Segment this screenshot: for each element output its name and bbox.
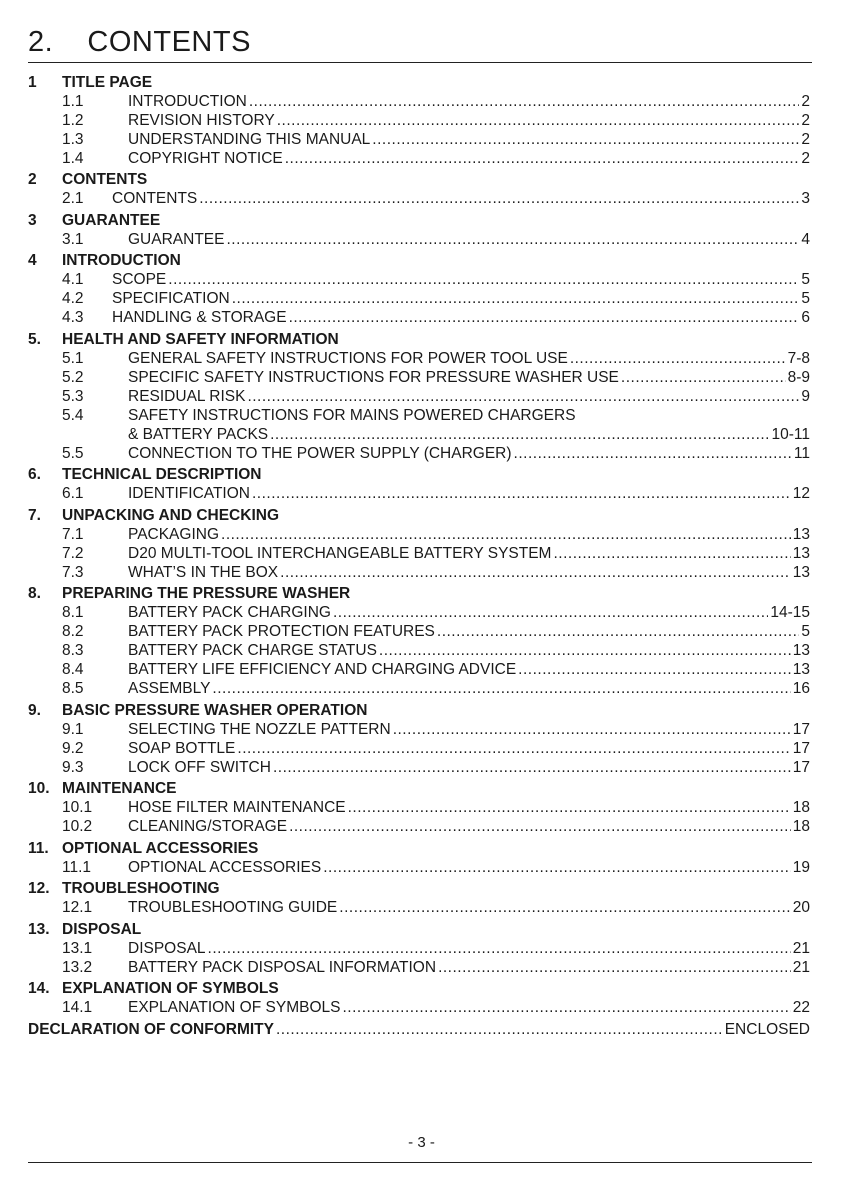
entry-page-number: 5 — [801, 290, 810, 307]
toc-section — [28, 584, 810, 698]
dot-leader — [247, 387, 799, 406]
dot-leader — [273, 758, 791, 777]
entry-label: PACKAGING — [128, 525, 220, 543]
declaration-page: ENCLOSED — [724, 1020, 810, 1038]
section-number: 14. — [28, 980, 50, 997]
entry-number: 12.1 — [62, 899, 93, 916]
entry-label: SOAP BOTTLE — [128, 739, 236, 757]
section-number: 1 — [28, 73, 37, 91]
toc-entry[interactable] — [28, 998, 810, 1017]
entry-label: CONTENTS — [112, 190, 198, 207]
entry-label: HOSE FILTER MAINTENANCE — [128, 799, 346, 816]
toc-entry[interactable] — [28, 130, 810, 149]
entry-number: 7.3 — [62, 563, 84, 581]
section-number: 13. — [28, 920, 50, 938]
entry-number: 9.3 — [62, 758, 84, 776]
entry-label: CONNECTION TO THE POWER SUPPLY (CHARGER) — [128, 444, 512, 462]
toc-entry[interactable] — [28, 958, 810, 977]
toc-section-heading[interactable] — [28, 251, 810, 270]
declaration-title: DECLARATION OF CONFORMITY — [28, 1020, 274, 1038]
section-number: 2 — [28, 171, 37, 188]
entry-page-number: 14-15 — [770, 604, 810, 621]
dot-leader — [438, 958, 791, 977]
dot-leader — [168, 270, 799, 289]
entry-page-number: 13 — [792, 525, 810, 543]
entry-label: REVISION HISTORY — [128, 111, 275, 129]
page-title: 2. CONTENTS — [28, 26, 251, 58]
entry-page-number: 9 — [801, 387, 810, 405]
entry-page-number: 12 — [792, 485, 810, 502]
section-number: 8. — [28, 585, 41, 602]
dot-leader — [212, 679, 790, 698]
section-number: 7. — [28, 506, 41, 524]
section-title: DISPOSAL — [62, 920, 142, 938]
toc-entry[interactable] — [28, 149, 810, 168]
toc-section — [28, 779, 810, 836]
declaration-section — [28, 1020, 810, 1039]
entry-page-number: 6 — [801, 309, 810, 326]
entry-number: 6.1 — [62, 485, 84, 502]
dot-leader — [276, 1020, 723, 1039]
toc-section — [28, 211, 810, 249]
section-number: 3 — [28, 211, 37, 229]
section-title: BASIC PRESSURE WASHER OPERATION — [62, 701, 368, 719]
toc-entry[interactable] — [28, 603, 810, 622]
entry-label: COPYRIGHT NOTICE — [128, 149, 283, 167]
entry-page-number: 2 — [801, 149, 810, 167]
toc-entry[interactable] — [28, 111, 810, 130]
entry-number: 10.1 — [62, 799, 93, 816]
entry-label: SCOPE — [112, 271, 167, 288]
toc-entry[interactable] — [28, 939, 810, 958]
entry-page-number: 20 — [792, 899, 810, 916]
toc-entry[interactable] — [28, 444, 810, 463]
toc-entry[interactable] — [28, 641, 810, 660]
table-of-contents — [28, 70, 810, 1039]
entry-number: 1.4 — [62, 149, 84, 167]
toc-section — [28, 330, 810, 463]
entry-page-number: 10-11 — [771, 425, 810, 443]
entry-label: IDENTIFICATION — [128, 485, 250, 502]
entry-page-number: 2 — [801, 111, 810, 129]
section-number: 6. — [28, 466, 41, 483]
entry-number: 13.2 — [62, 958, 93, 976]
entry-page-number: 13 — [792, 661, 810, 678]
page-number: - 3 - — [408, 1134, 435, 1151]
dot-leader — [570, 349, 786, 368]
toc-section-heading[interactable] — [28, 879, 810, 898]
entry-label: ASSEMBLY — [128, 680, 211, 697]
toc-entry[interactable] — [28, 858, 810, 877]
dot-leader — [379, 641, 791, 660]
section-number: 9. — [28, 701, 41, 719]
entry-page-number: 21 — [792, 939, 810, 957]
entry-page-number: 16 — [792, 680, 810, 697]
toc-entry[interactable] — [28, 425, 810, 444]
declaration-entry[interactable] — [28, 1020, 810, 1039]
toc-entry[interactable] — [28, 289, 810, 308]
dot-leader — [621, 368, 786, 387]
toc-entry[interactable] — [28, 660, 810, 679]
entry-number: 9.1 — [62, 720, 84, 738]
entry-label: GENERAL SAFETY INSTRUCTIONS FOR POWER TOOL USE — [128, 349, 568, 367]
entry-label: BATTERY PACK DISPOSAL INFORMATION — [128, 958, 437, 976]
entry-page-number: 5 — [801, 271, 810, 288]
entry-page-number: 18 — [792, 799, 810, 816]
entry-page-number: 18 — [792, 818, 810, 835]
entry-number: 7.2 — [62, 544, 84, 562]
dot-leader — [342, 998, 790, 1017]
entry-page-number: 13 — [792, 563, 810, 581]
dot-leader — [437, 622, 799, 641]
toc-section-heading[interactable] — [28, 465, 810, 484]
toc-entry[interactable] — [28, 368, 810, 387]
toc-section — [28, 839, 810, 877]
toc-section — [28, 506, 810, 582]
toc-section-heading[interactable] — [28, 584, 810, 603]
entry-label: UNDERSTANDING THIS MANUAL — [128, 130, 371, 148]
entry-page-number: 8-9 — [787, 368, 810, 386]
dot-leader — [393, 720, 791, 739]
toc-section — [28, 170, 810, 208]
entry-number: 5.1 — [62, 349, 84, 367]
dot-leader — [339, 898, 790, 917]
toc-entry[interactable] — [28, 898, 810, 917]
toc-section-heading[interactable] — [28, 170, 810, 189]
entry-label: DISPOSAL — [128, 939, 206, 957]
toc-section-heading[interactable] — [28, 506, 810, 525]
entry-label: BATTERY PACK CHARGING — [128, 604, 331, 621]
entry-number: 1.2 — [62, 111, 84, 129]
toc-section-heading[interactable] — [28, 701, 810, 720]
entry-label: WHAT’S IN THE BOX — [128, 563, 279, 581]
entry-label: EXPLANATION OF SYMBOLS — [128, 999, 341, 1016]
toc-entry[interactable] — [28, 484, 810, 503]
bottom-divider — [28, 1162, 812, 1163]
entry-label: BATTERY PACK PROTECTION FEATURES — [128, 623, 435, 640]
entry-page-number: 4 — [801, 230, 810, 248]
toc-section — [28, 465, 810, 503]
section-title: INTRODUCTION — [62, 252, 181, 269]
dot-leader — [208, 939, 791, 958]
toc-entry[interactable] — [28, 387, 810, 406]
section-title: EXPLANATION OF SYMBOLS — [62, 980, 279, 997]
entry-label: GUARANTEE — [128, 230, 225, 248]
entry-label: BATTERY LIFE EFFICIENCY AND CHARGING ADVICE — [128, 661, 517, 678]
entry-number: 8.5 — [62, 680, 84, 697]
section-title: PREPARING THE PRESSURE WASHER — [62, 585, 351, 602]
section-title: TECHNICAL DESCRIPTION — [62, 466, 262, 483]
entry-label: RESIDUAL RISK — [128, 387, 246, 405]
entry-number: 5.4 — [62, 406, 84, 424]
section-title: GUARANTEE — [62, 211, 161, 229]
entry-page-number: 17 — [792, 739, 810, 757]
entry-number: 7.1 — [62, 525, 84, 543]
section-number: 10. — [28, 780, 50, 797]
section-title: HEALTH AND SAFETY INFORMATION — [62, 330, 339, 348]
dot-leader — [270, 425, 769, 444]
entry-label: SAFETY INSTRUCTIONS FOR MAINS POWERED CHARGERS — [128, 406, 576, 424]
section-number: 11. — [28, 839, 49, 857]
toc-entry[interactable] — [28, 308, 810, 327]
dot-leader — [372, 130, 799, 149]
toc-entry[interactable] — [28, 817, 810, 836]
toc-entry[interactable] — [28, 270, 810, 289]
toc-entry[interactable] — [28, 720, 810, 739]
dot-leader — [285, 149, 800, 168]
dot-leader — [289, 817, 791, 836]
dot-leader — [518, 660, 791, 679]
section-title: MAINTENANCE — [62, 780, 177, 797]
entry-page-number: 5 — [801, 623, 810, 640]
dot-leader — [514, 444, 792, 463]
entry-number: 2.1 — [62, 190, 84, 207]
entry-page-number: 13 — [792, 642, 810, 659]
section-number: 5. — [28, 330, 41, 348]
entry-number: 1.3 — [62, 130, 84, 148]
entry-number: 1.1 — [62, 92, 84, 110]
section-title: UNPACKING AND CHECKING — [62, 506, 279, 524]
entry-label: SPECIFICATION — [112, 290, 230, 307]
entry-number: 5.2 — [62, 368, 84, 386]
toc-section-heading[interactable] — [28, 330, 810, 349]
dot-leader — [237, 739, 790, 758]
dot-leader — [553, 544, 790, 563]
entry-label: INTRODUCTION — [128, 92, 247, 110]
entry-page-number: 22 — [792, 999, 810, 1016]
dot-leader — [252, 484, 791, 503]
toc-entry[interactable] — [28, 622, 810, 641]
entry-label: SPECIFIC SAFETY INSTRUCTIONS FOR PRESSURE WASHER USE — [128, 368, 619, 386]
toc-section-heading[interactable] — [28, 979, 810, 998]
entry-page-number: 17 — [792, 720, 810, 738]
toc-section — [28, 979, 810, 1017]
toc-section-heading[interactable] — [28, 839, 810, 858]
toc-entry[interactable] — [28, 230, 810, 249]
toc-section — [28, 920, 810, 977]
entry-page-number: 11 — [793, 444, 810, 462]
toc-entry[interactable] — [28, 798, 810, 817]
entry-label: D20 MULTI-TOOL INTERCHANGEABLE BATTERY SYSTEM — [128, 544, 552, 562]
toc-section-heading[interactable] — [28, 73, 810, 92]
entry-page-number: 19 — [792, 858, 810, 876]
entry-number: 3.1 — [62, 230, 84, 248]
dot-leader — [323, 858, 791, 877]
entry-number: 11.1 — [62, 858, 92, 876]
entry-label: BATTERY PACK CHARGE STATUS — [128, 642, 377, 659]
entry-number: 4.1 — [62, 271, 84, 288]
toc-section-heading[interactable] — [28, 920, 810, 939]
dot-leader — [348, 798, 791, 817]
toc-section-heading[interactable] — [28, 779, 810, 798]
toc-entry[interactable] — [28, 92, 810, 111]
section-title: CONTENTS — [62, 171, 148, 188]
entry-page-number: 13 — [792, 544, 810, 562]
dot-leader — [226, 230, 799, 249]
page-header — [28, 26, 810, 58]
toc-entry[interactable] — [28, 525, 810, 544]
toc-entry[interactable] — [28, 739, 810, 758]
entry-page-number: 21 — [792, 958, 810, 976]
entry-label: LOCK OFF SWITCH — [128, 758, 271, 776]
toc-entry[interactable] — [28, 406, 810, 425]
entry-number: 4.3 — [62, 309, 84, 326]
section-title: TITLE PAGE — [62, 73, 153, 91]
toc-entry[interactable] — [28, 679, 810, 698]
entry-page-number: 17 — [792, 758, 810, 776]
entry-number: 8.2 — [62, 623, 84, 640]
toc-entry[interactable] — [28, 563, 810, 582]
entry-number: 8.3 — [62, 642, 84, 659]
entry-page-number: 3 — [801, 190, 810, 207]
toc-entry[interactable] — [28, 758, 810, 777]
toc-entry[interactable] — [28, 349, 810, 368]
entry-page-number: 7-8 — [787, 349, 810, 367]
toc-section — [28, 879, 810, 917]
entry-label: SELECTING THE NOZZLE PATTERN — [128, 720, 391, 738]
entry-number: 5.5 — [62, 444, 84, 462]
top-divider — [28, 62, 812, 63]
entry-number: 4.2 — [62, 290, 84, 307]
dot-leader — [249, 92, 800, 111]
entry-number: 9.2 — [62, 739, 84, 757]
toc-entry[interactable] — [28, 189, 810, 208]
entry-label: OPTIONAL ACCESSORIES — [128, 858, 322, 876]
entry-number: 8.4 — [62, 661, 84, 678]
entry-label: CLEANING/STORAGE — [128, 818, 288, 835]
dot-leader — [289, 308, 800, 327]
toc-section — [28, 701, 810, 777]
section-number: 12. — [28, 880, 50, 897]
section-title: OPTIONAL ACCESSORIES — [62, 839, 259, 857]
toc-entry[interactable] — [28, 544, 810, 563]
dot-leader — [277, 111, 800, 130]
dot-leader — [221, 525, 791, 544]
entry-label: HANDLING & STORAGE — [112, 309, 287, 326]
dot-leader — [280, 563, 791, 582]
entry-number: 10.2 — [62, 818, 93, 835]
toc-section — [28, 251, 810, 327]
section-title: TROUBLESHOOTING — [62, 880, 220, 897]
dot-leader — [333, 603, 768, 622]
entry-page-number: 2 — [801, 130, 810, 148]
entry-page-number: 2 — [801, 92, 810, 110]
entry-label: TROUBLESHOOTING GUIDE — [128, 899, 338, 916]
dot-leader — [232, 289, 800, 308]
entry-number: 8.1 — [62, 604, 84, 621]
entry-label: & BATTERY PACKS — [128, 425, 269, 443]
dot-leader — [199, 189, 799, 208]
toc-section-heading[interactable] — [28, 211, 810, 230]
entry-number: 5.3 — [62, 387, 84, 405]
section-number: 4 — [28, 252, 37, 269]
toc-section — [28, 73, 810, 168]
entry-number: 13.1 — [62, 939, 93, 957]
entry-number: 14.1 — [62, 999, 93, 1016]
